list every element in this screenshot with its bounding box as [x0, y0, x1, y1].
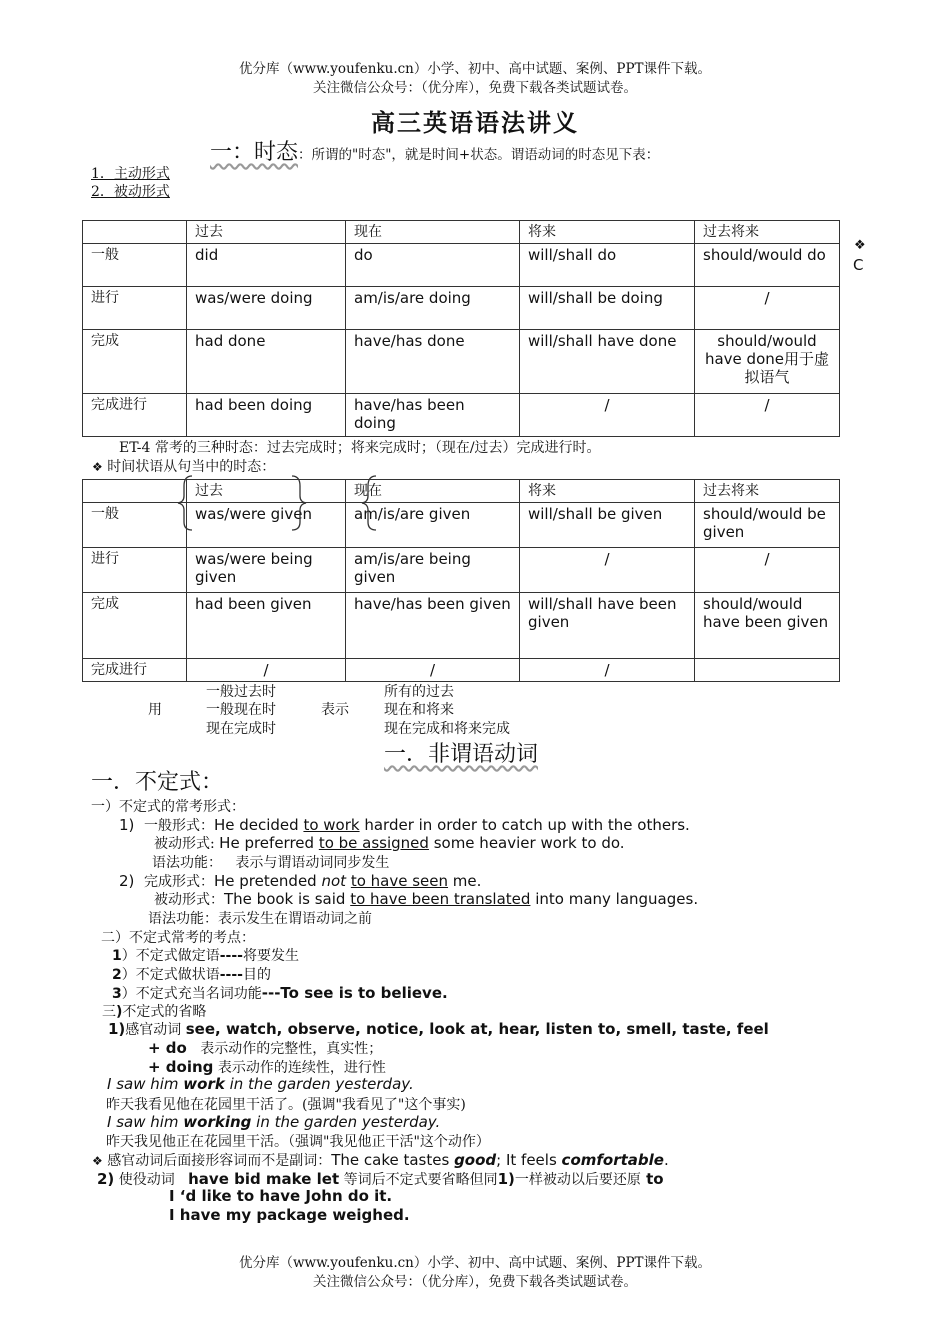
causative-line — [97, 1169, 664, 1189]
document-title: 高三英语语法讲义 — [371, 109, 579, 137]
side-letter: C — [853, 256, 864, 274]
table-cell: had been given — [187, 593, 346, 659]
usage-means: 表示 — [321, 702, 349, 718]
point-label: 完成形式： — [143, 874, 214, 890]
row-label: 完成进行 — [83, 394, 187, 437]
point-label: 被动形式： — [154, 892, 224, 908]
row-label: 一般 — [83, 503, 187, 548]
infinitive-heading: 一．不定式： — [91, 770, 224, 795]
plus-doing-text: 表示动作的连续性，进行性 — [213, 1060, 386, 1076]
key-example: ---To see is to believe. — [261, 984, 448, 1002]
header-line-1: 优分库（www.youfenku.cn）小学、初中、高中试题、案例、PPT课件下载。 — [238, 61, 712, 77]
table-cell: will/shall have done — [520, 330, 695, 394]
table-cell — [695, 659, 840, 682]
table-cell: / — [346, 659, 520, 682]
table-cell: should/would be given — [695, 503, 840, 548]
example-text: harder in order to catch up with the others. — [359, 816, 690, 834]
example-text: into many languages. — [530, 890, 699, 908]
point-2-line — [119, 871, 481, 891]
table-cell: should/would have done用于虚拟语气 — [695, 330, 840, 394]
sub3-text: 不定式的省略 — [122, 1004, 207, 1020]
table-cell: was/were being given — [187, 548, 346, 593]
example-underlined: to have seen — [350, 872, 449, 890]
causative-verbs: have bid make let — [188, 1170, 340, 1188]
sense-label: 感官动词 — [125, 1022, 186, 1038]
point-number: 2) — [119, 872, 135, 890]
table-header-cell: 过去 — [187, 480, 346, 503]
tense-intro: ：所谓的"时态"，就是时间+状态。谓语动词的时态见下表： — [298, 147, 660, 163]
point-number: 1) — [108, 1020, 126, 1038]
table-cell: / — [520, 659, 695, 682]
table-cell: have/has been given — [346, 593, 520, 659]
table-cell: had done — [187, 330, 346, 394]
example-1 — [107, 1075, 414, 1093]
point-label: 被动形式: — [154, 836, 220, 852]
table-cell: / — [695, 548, 840, 593]
usage-left-3: 现在完成时 — [206, 721, 276, 737]
sense-verbs: see, watch, observe, notice, look at, hear, listen to, smell, taste, feel — [185, 1020, 769, 1038]
example-bold: work — [183, 1075, 225, 1093]
example-underlined: to have been translated — [350, 890, 531, 908]
key-text: ）不定式充当名词功能 — [121, 986, 262, 1002]
table-header-cell: 过去将来 — [695, 480, 840, 503]
point-number: 2) — [97, 1170, 115, 1188]
footer-line-1: 优分库（www.youfenku.cn）小学、初中、高中试题、案例、PPT课件下载。 — [238, 1255, 712, 1271]
row-label: 完成 — [83, 330, 187, 394]
table-cell: will/shall be given — [520, 503, 695, 548]
example-text: in the garden yesterday. — [251, 1113, 441, 1131]
point-1-passive-line — [154, 833, 625, 853]
right-brace-shape — [292, 476, 306, 530]
plus-do: + do — [148, 1039, 187, 1057]
example-text: I saw him — [107, 1075, 184, 1093]
table-header-cell: 现在 — [346, 221, 520, 244]
table-cell: was/were doing — [187, 287, 346, 330]
time-clause-note: 时间状语从句当中的时态： — [107, 459, 276, 475]
active-form-label: 1．主动形式 — [91, 166, 170, 182]
table-cell: should/would have been given — [695, 593, 840, 659]
point-2-function: 语法功能：表示发生在谓语动词之前 — [148, 911, 372, 927]
infinitive-sub2: 二）不定式常考的考点： — [101, 930, 255, 946]
key-point-1 — [112, 945, 299, 965]
key-number: 2 — [112, 967, 122, 983]
tense-heading: 一：时态 — [210, 140, 299, 165]
table-row — [83, 659, 840, 682]
usage-right-3: 现在完成和将来完成 — [384, 721, 510, 737]
example-3: I ‘d like to have John do it. — [169, 1187, 393, 1205]
key-number: 3 — [112, 986, 122, 1002]
table-header-cell: 将来 — [520, 480, 695, 503]
table-header-cell — [83, 221, 187, 244]
table-header-cell: 将来 — [520, 221, 695, 244]
table-row — [83, 244, 840, 287]
table-cell: am/is/are doing — [346, 287, 520, 330]
note-example: The cake tastes — [331, 1151, 455, 1169]
header-line-2: 关注微信公众号：（优分库），免费下载各类试题试卷。 — [313, 80, 637, 96]
key-text: ）不定式做定语 — [121, 948, 220, 964]
table-cell: / — [187, 659, 346, 682]
point-1-function: 语法功能： 表示与谓语动词同步发生 — [152, 855, 390, 871]
point-number: 1) — [119, 816, 135, 834]
note-example-bold: good — [454, 1151, 497, 1169]
plus-doing-line — [148, 1057, 386, 1077]
example-4: I have my package weighed. — [169, 1206, 410, 1224]
table-cell: was/were given — [187, 503, 346, 548]
key-dash: ---- — [219, 967, 243, 983]
cet-note: ET-4 常考的三种时态：过去完成时；将来完成时；（现在/过去）完成进行时。 — [119, 440, 601, 456]
point-2-passive-line — [154, 889, 698, 909]
table-cell: / — [695, 394, 840, 437]
example-text: He pretended — [213, 872, 322, 890]
example-text: He decided — [213, 816, 304, 834]
left-brace-shape — [178, 476, 192, 530]
key-text: 将要发生 — [243, 948, 299, 964]
table-header-cell: 过去 — [187, 221, 346, 244]
nonfinite-heading: 一．非谓语动词 — [384, 742, 539, 767]
table-header-row — [83, 221, 840, 244]
table-cell: / — [520, 548, 695, 593]
brace-drawing — [170, 472, 390, 534]
table-header-cell: 现在 — [346, 480, 520, 503]
table-cell: have/has been doing — [346, 394, 520, 437]
infinitive-sub1: 一）不定式的常考形式： — [91, 799, 245, 815]
key-text: ）不定式做状语 — [121, 967, 220, 983]
row-label: 进行 — [83, 287, 187, 330]
usage-left-1: 一般过去时 — [206, 684, 276, 700]
row-label: 一般 — [83, 244, 187, 287]
table-row — [83, 593, 840, 659]
example-2 — [107, 1113, 440, 1131]
key-point-3 — [112, 983, 448, 1003]
row-label: 完成进行 — [83, 659, 187, 682]
table-cell: am/is/are being given — [346, 548, 520, 593]
table-row — [83, 548, 840, 593]
usage-right-2: 现在和将来 — [384, 702, 454, 718]
key-dash: ---- — [219, 948, 243, 964]
infinitive-sub3 — [102, 1001, 206, 1021]
table-cell: do — [346, 244, 520, 287]
key-text: 目的 — [243, 967, 271, 983]
bullet-icon: ❖ — [92, 1154, 103, 1168]
example-text: The book is said — [224, 890, 351, 908]
point-1-line — [119, 815, 690, 835]
row-label: 完成 — [83, 593, 187, 659]
plus-doing: + doing — [148, 1058, 214, 1076]
example-bold: working — [183, 1113, 252, 1131]
bullet-icon: ❖ — [92, 460, 103, 474]
causative-text: 一样被动以后要还原 — [514, 1172, 641, 1188]
sub3-num: 三 — [102, 1004, 116, 1020]
adjective-note-line — [92, 1150, 669, 1170]
example-text: He preferred — [219, 834, 319, 852]
table-cell: / — [520, 394, 695, 437]
footer-line-2: 关注微信公众号：（优分库），免费下载各类试题试卷。 — [313, 1274, 637, 1290]
sub3-paren: ) — [116, 1004, 123, 1020]
table-cell: / — [695, 287, 840, 330]
table-cell: had been doing — [187, 394, 346, 437]
example-1-translation: 昨天我看见他在花园里干活了。(强调"我看见了"这个事实) — [106, 1097, 466, 1113]
note-example: . — [663, 1151, 669, 1169]
example-text: me. — [448, 872, 482, 890]
usage-right-1: 所有的过去 — [384, 684, 454, 700]
key-number: 1 — [112, 948, 122, 964]
note-example: ; It feels — [496, 1151, 562, 1169]
note-example-bold: comfortable — [561, 1151, 664, 1169]
table-cell: did — [187, 244, 346, 287]
table-cell: am/is/are given — [346, 503, 520, 548]
example-italic: not — [321, 872, 347, 890]
passive-form-label: 2．被动形式 — [91, 184, 170, 200]
table-row — [83, 287, 840, 330]
causative-text: 等词后不定式要省略但同 — [339, 1172, 498, 1188]
table-cell: will/shall be doing — [520, 287, 695, 330]
usage-use: 用 — [148, 702, 162, 718]
side-bullet-icon: ❖ — [854, 238, 866, 253]
active-tense-table — [82, 220, 840, 437]
note-text: 感官动词后面接形容词而不是副词： — [107, 1153, 332, 1169]
usage-left-2: 一般现在时 — [206, 702, 276, 718]
table-cell: should/would do — [695, 244, 840, 287]
example-text: I saw him — [107, 1113, 184, 1131]
plus-do-line — [148, 1038, 382, 1058]
causative-ref: 1) — [497, 1170, 515, 1188]
example-underlined: to work — [303, 816, 360, 834]
plus-do-text: 表示动作的完整性，真实性； — [186, 1041, 383, 1057]
example-underlined: to be assigned — [318, 834, 429, 852]
example-text: in the garden yesterday. — [224, 1075, 414, 1093]
table-cell: will/shall do — [520, 244, 695, 287]
row-label: 进行 — [83, 548, 187, 593]
table-cell: will/shall have been given — [520, 593, 695, 659]
point-label: 一般形式： — [143, 818, 214, 834]
tense-heading-line — [210, 135, 659, 166]
table-row — [83, 330, 840, 394]
table-header-cell: 过去将来 — [695, 221, 840, 244]
causative-to: to — [640, 1170, 664, 1188]
key-point-2 — [112, 964, 271, 984]
left-brace-shape — [362, 476, 376, 530]
example-text: some heavier work to do. — [428, 834, 625, 852]
example-2-translation: 昨天我见他正在花园里干活。（强调"我见他正干活"这个动作） — [106, 1134, 490, 1150]
causative-label: 使役动词 — [114, 1172, 189, 1188]
table-row — [83, 394, 840, 437]
sense-verbs-line — [108, 1019, 769, 1039]
table-cell: have/has done — [346, 330, 520, 394]
